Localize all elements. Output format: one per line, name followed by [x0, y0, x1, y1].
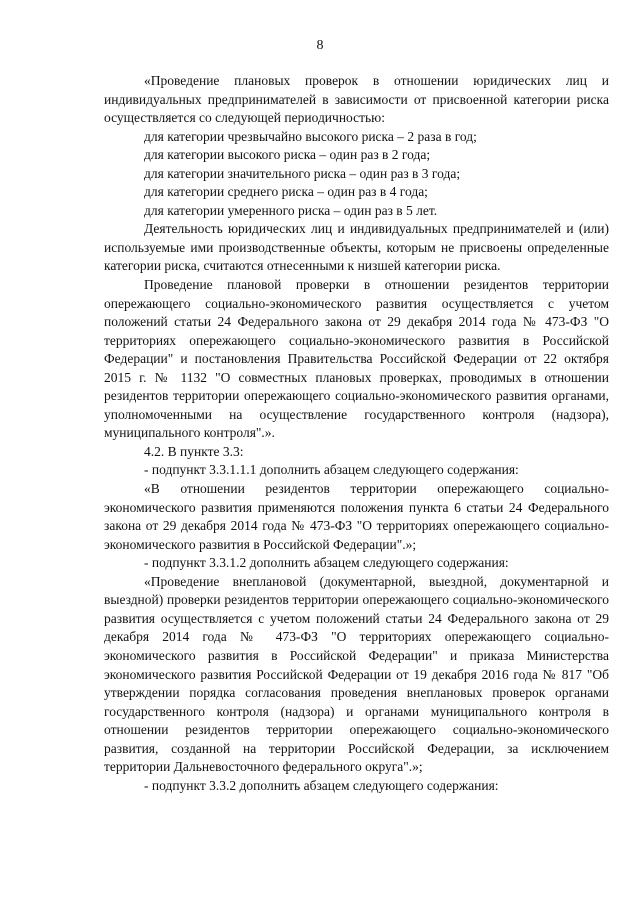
- risk-category-high: для категории высокого риска – один раз в 2 года;: [144, 147, 431, 163]
- paragraph-unassigned-risk: Деятельность юридических лиц и индивидуальных предпринимателей и (или) используемые ими производственные объекты, которым не присвоены определенные категории риска, считаются отнесенными к низшей категории риска.: [104, 221, 609, 274]
- page-number: 8: [316, 38, 324, 53]
- risk-category-extremely-high: для категории чрезвычайно высокого риска – 2 раза в год;: [144, 128, 477, 144]
- paragraph-residents-provisions: «В отношении резидентов территории опережающего социально-экономического развития применяются положения пункта 6 статьи 24 Федерального закона от 29 декабря 2014 года № 473-ФЗ "О территориях опережающего социально-экономического развития в Российской Федерации".»;: [104, 481, 609, 552]
- paragraph-subclause-3-3-1-1-1: - подпункт 3.3.1.1.1 дополнить абзацем следующего содержания:: [144, 462, 519, 478]
- risk-category-moderate: для категории умеренного риска – один раз в 5 лет.: [144, 202, 438, 218]
- risk-category-significant: для категории значительного риска – один раз в 3 года;: [144, 165, 461, 181]
- paragraph-section-4-2: 4.2. В пункте 3.3:: [144, 443, 244, 459]
- paragraph-unscheduled-inspection: «Проведение внеплановой (документарной, выездной, документарной и выездной) проверки резидентов территории опережающего социально-экономического развития осуществляется с учетом положений статьи 24 Федерального закона от 29 декабря 2014 года № 473-ФЗ "О территориях опережающего социально-экономического развития в Российской Федерации" и приказа Министерства экономического развития Российской Федерации от 19 декабря 2016 года № 817 "Об утверждении порядка согласования проведения внеплановых проверок органами государственного контроля (надзора) и органами муниципального контроля в отношении резидентов территории опережающего социально-экономического развития, созданной на территории Российской Федерации, за исключением территории Дальневосточного федерального округа".»;: [104, 573, 609, 775]
- paragraph-planned-inspections-intro: «Проведение плановых проверок в отношении юридических лиц и индивидуальных предпринимателей в зависимости от присвоенной категории риска осуществляется со следующей периодичностью:: [104, 73, 609, 126]
- paragraph-subclause-3-3-1-2: - подпункт 3.3.1.2 дополнить абзацем следующего содержания:: [144, 555, 509, 571]
- document-body: [104, 72, 609, 795]
- paragraph-planned-inspection-residents: Проведение плановой проверки в отношении резидентов территории опережающего социально-экономического развития осуществляется с учетом положений статьи 24 Федерального закона от 29 декабря 2014 года № 473-ФЗ "О территориях опережающего социально-экономического развития в Российской Федерации" и постановления Правительства Российской Федерации от 22 октября 2015 г. № 1132 "О совместных плановых проверках, проводимых в отношении резидентов территории опережающего социально-экономического развития органами, уполномоченными на осуществление государственного контроля (надзора), муниципального контроля".».: [104, 277, 609, 441]
- paragraph-subclause-3-3-2: - подпункт 3.3.2 дополнить абзацем следующего содержания:: [144, 777, 499, 793]
- risk-category-medium: для категории среднего риска – один раз в 4 года;: [144, 184, 428, 200]
